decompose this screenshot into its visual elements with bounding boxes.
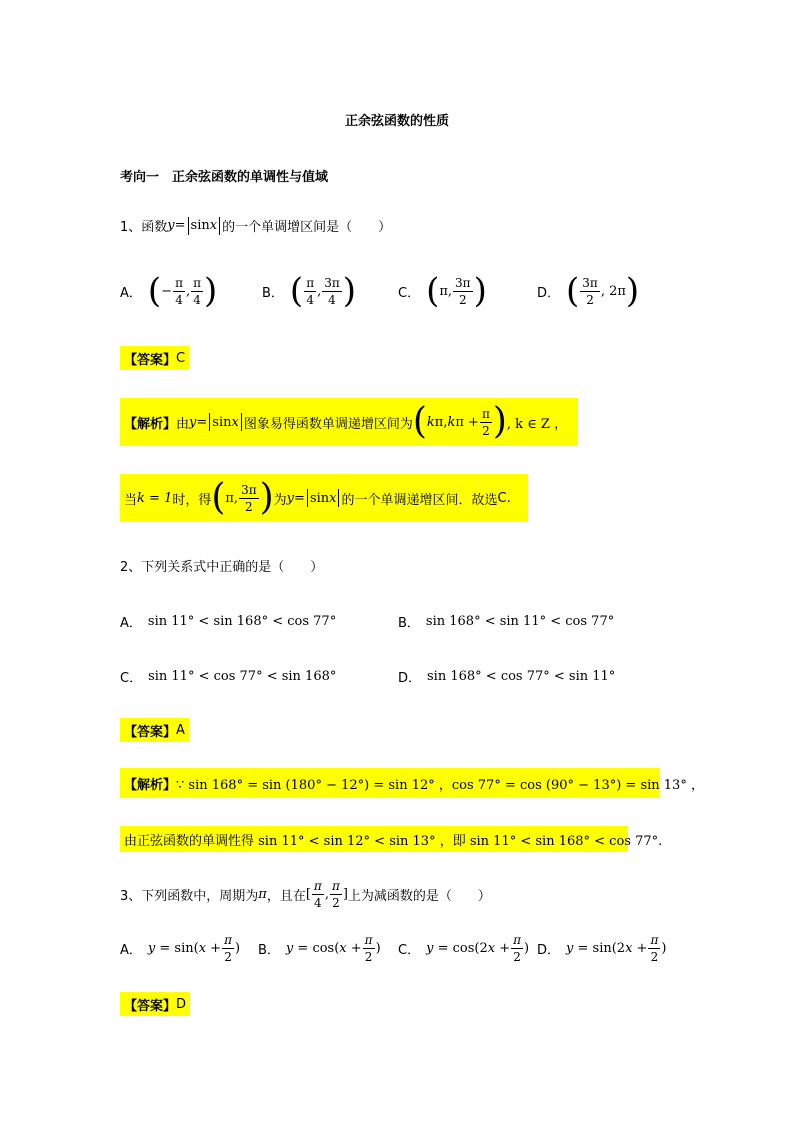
q3-stem: 3、下列函数中，周期为 π ，且在 [ $\frac{\pi}{4}$ , $\frac{\pi}{2}$ ] 上为减函数的是（ ）: [120, 878, 491, 910]
q2-option-b[interactable]: B． sin 168° < sin 11° < cos 77°: [398, 614, 615, 631]
q2-stem: 2、下列关系式中正确的是（ ）: [120, 560, 324, 575]
q2-answer: 【答案】 A: [120, 718, 189, 742]
section-heading: 考向一 正余弦函数的单调性与值域: [120, 170, 329, 185]
q1-answer: 【答案】 C: [120, 346, 189, 370]
q3-option-d[interactable]: D． y = sin(2x + $\frac{\pi}{2}$ ): [537, 932, 667, 964]
q2-option-d[interactable]: D． sin 168° < cos 77° < sin 11°: [398, 669, 616, 686]
q1-option-d[interactable]: D． ( $\frac{3\pi}{2}$ , 2π ): [537, 271, 640, 311]
q2-explanation-line1: 【解析】 ∵ sin 168° = sin (180° − 12°) = sin 12° ，cos 77° = cos (90° − 13°) = sin 13° ，: [120, 768, 660, 798]
q2-explanation-line2: 由正弦函数的单调性得 sin 11° < sin 12° < sin 13° ，即 sin 11° < sin 168° < cos 77°.: [120, 826, 628, 852]
q1-option-b[interactable]: B． ( $\frac{\pi}{4}$ , $\frac{3\pi}{4}$ ): [262, 271, 357, 311]
q3-answer: 【答案】 D: [120, 992, 190, 1016]
q1-option-a[interactable]: A． ( − $\frac{\pi}{4}$ , $\frac{\pi}{4}$ ): [120, 271, 218, 311]
abs-bar-right: [219, 217, 220, 235]
q1-explanation-line1: 【解析】 由 y = sin x 图象易得函数单调递增区间为 ( k π, k π + $\frac{\pi}{2}$ ) , k ∈ Z ，: [120, 398, 578, 446]
q3-option-a[interactable]: A． y = sin(x + $\frac{\pi}{2}$ ): [120, 932, 241, 964]
q3-option-b[interactable]: B． y = cos(x + $\frac{\pi}{2}$ ): [258, 932, 381, 964]
q1-stem: 1、函数 y = sin x 的一个单调增区间是（ ）: [120, 218, 392, 235]
abs-bar-left: [188, 217, 189, 235]
q2-option-c[interactable]: C． sin 11° < cos 77° < sin 168°: [120, 669, 337, 686]
q1-explanation-line2: 当 k = 1 时，得 ( π, $\frac{3\pi}{2}$ ) 为 y = sin x 的一个单调递增区间．故选 C.: [120, 474, 528, 522]
q3-option-c[interactable]: C． y = cos(2x + $\frac{\pi}{2}$ ): [398, 932, 530, 964]
q1-option-c[interactable]: C． ( π, $\frac{3\pi}{2}$ ): [398, 271, 487, 311]
page-title: 正余弦函数的性质: [344, 114, 449, 129]
q2-option-a[interactable]: A． sin 11° < sin 168° < cos 77°: [120, 614, 337, 631]
